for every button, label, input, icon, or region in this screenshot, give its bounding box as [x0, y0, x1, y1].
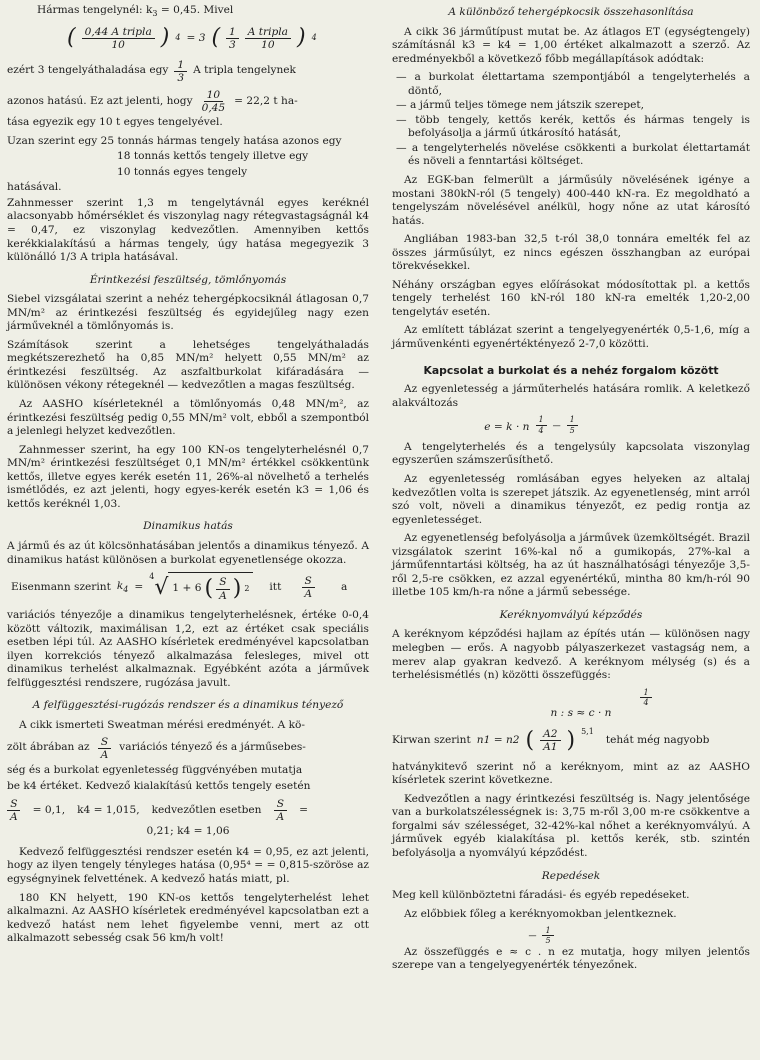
- fraction: [226, 26, 239, 51]
- denominator: A: [100, 748, 109, 761]
- numerator: A2: [540, 728, 560, 741]
- text-span: ezért 3 tengelyáthaladása egy: [7, 64, 169, 77]
- denominator: 5: [569, 425, 575, 435]
- paragraph: Az összefüggés e ≈ c . n ez mutatja, hogy milyen jelentős szerepe van a tengelyegyenérték tényezőnek.: [392, 945, 750, 972]
- paragraph: Angliában 1983-ban 32,5 t-ról 38,0 tonnára emelték fel az összes járműsúlyt, ez nincs egészen összhangban az európai törekvésekkel.: [392, 233, 750, 273]
- paragraph: Számítások szerint a lehetséges tengelyáthaladás megkétszerezhető ha 0,85 MN/m² helyett 0,55 MN/m² az érintkezési feszültség. Az aszfaltburkolat kifáradására — különösen vékony rétegeknél — kedvezőtlen a magas feszültség.: [7, 338, 369, 392]
- k-symbol: [117, 580, 129, 595]
- text-span: variációs tényező és a járműsebes-: [119, 741, 306, 754]
- left-column: [7, 4, 369, 951]
- subscript: 4: [123, 585, 129, 595]
- text-span: a: [340, 580, 348, 593]
- numerator: S: [216, 576, 229, 589]
- numerator: A tripla: [245, 26, 291, 39]
- formula-crack: [332, 926, 750, 945]
- paragraph: Zahnmesser szerint 1,3 m tengelytávnál egyes keréknél alacsonyabb hőmérséklet és viszonylag nagy rétegvastagságnál k4 = 0,47, ez viszonylag kedvezőtlen. Amennyiben kettős kerékkialakítású a hármas tengely, úgy hatása megegyezik 3 különálló 1/3 A tripla hatásával.: [7, 196, 369, 264]
- paragraph: A tengelyterhelés és a tengelysúly kapcsolata viszonylag egyszerűen számszerűsíthető.: [392, 440, 750, 467]
- exponent: 4: [311, 33, 317, 43]
- paren-open: (: [204, 576, 214, 602]
- paragraph: Az egyenletesség a járműterhelés hatására romlik. A keletkező alakváltozás: [392, 383, 750, 409]
- paragraph: A keréknyom képződési hajlam az építés után — különösen nagy melegben — erős. A nagyobb pályaszerkezet vastagság nem, a merev alap gyakran kedvező. A keréknyom mélység (s) és a terhelésismétlés (n) közötti összefüggés:: [392, 628, 750, 682]
- list-item: — a burkolat élettartama szempontjából a tengelyterhelés a döntő,: [392, 71, 750, 98]
- equals: = 3: [186, 31, 206, 44]
- paragraph: Az EGK-ban felmerült a járműsúly növelésének igénye a mostani 380kN-ról (5 tengely) 400-440 kN-ra. Ez megoldható a tengelyszám növelésével anélkül, hogy nőne az utat károsító hatás.: [392, 174, 750, 227]
- formula-deformation: [312, 415, 750, 434]
- paragraph: A cikk ismerteti Sweatman mérési eredményét. A kö-: [19, 719, 306, 732]
- text-span: A tripla tengelynek: [193, 64, 296, 77]
- text-span: = 0,1,: [32, 803, 66, 816]
- fraction: [540, 728, 560, 753]
- numerator: 1: [174, 59, 187, 72]
- denominator: A: [304, 588, 312, 601]
- paren-open: (: [67, 25, 76, 51]
- fraction: [536, 415, 547, 434]
- fraction: [7, 798, 21, 823]
- fraction: [542, 926, 553, 945]
- denominator: 0,45: [201, 102, 226, 115]
- denominator: 4: [538, 425, 544, 435]
- numerator: 10: [204, 89, 223, 102]
- paragraph: Kedvező felfüggesztési rendszer esetén k4 = 0,95, ez azt jelenti, hogy az ilyen tengely tényleges hatása (0,95⁴ = = 0,815-szöröse az egységnyinek felvettének. A kedvező hatás miatt, pl.: [7, 845, 369, 885]
- numerator: 1: [567, 415, 578, 425]
- paren-close: ): [160, 25, 170, 51]
- text-span: = 22,2 t ha-: [234, 94, 298, 107]
- denominator: A: [10, 811, 18, 824]
- paragraph: be k4 értéket. Kedvező kialakítású kettős tengely esetén: [7, 780, 311, 793]
- text-span: zölt ábrában az: [7, 741, 90, 754]
- root-expression: [149, 572, 253, 603]
- formula-line: 0,21; k4 = 1,06: [146, 825, 230, 838]
- text-span: e = k · n: [484, 421, 530, 434]
- numerator: S: [274, 798, 287, 811]
- fraction: [98, 736, 112, 761]
- paren-open: (: [525, 727, 535, 753]
- denominator: A: [219, 589, 227, 602]
- list-item: — több tengely, kettős kerék, kettős és hármas tengely is befolyásolja a jármű útkárosító hatását,: [392, 114, 750, 141]
- denominator: 4: [643, 697, 649, 707]
- denominator: 10: [111, 38, 125, 51]
- list-item: — a jármű teljes tömege nem játszik szerepet,: [392, 99, 750, 113]
- fraction: [174, 59, 187, 84]
- text-span: 1 + 6: [172, 582, 202, 595]
- numerator: S: [7, 798, 20, 811]
- equals: =: [134, 580, 144, 593]
- exponent: 2: [244, 584, 250, 593]
- formula-rut-depth: [392, 688, 750, 721]
- paragraph: [7, 736, 369, 761]
- paragraph: Az előbbiek főleg a keréknyomokban jelentkeznek.: [404, 907, 677, 920]
- numerator: S: [98, 736, 111, 749]
- fraction: [640, 688, 651, 707]
- findings-list: [392, 71, 750, 169]
- denominator: A: [276, 811, 285, 824]
- numerator: 1: [536, 415, 547, 425]
- text-span: n1 = n2: [476, 733, 520, 746]
- paragraph: ség és a burkolat egyenletesség függvényében mutatja: [7, 763, 303, 776]
- text-span: =: [299, 803, 309, 816]
- paren-close: ): [232, 576, 242, 602]
- fraction: [567, 415, 578, 434]
- text-span: k4 = 1,015,: [77, 803, 140, 816]
- fraction: [301, 575, 315, 600]
- text-span: itt: [269, 580, 282, 593]
- paragraph: A cikk 36 járműtípust mutat be. Az átlagos ET (egységtengely) számításnál k3 = k4 = 1,00 értéket alkalmazott a szerző. Az eredményekből a következő főbb megállapítások adódtak:: [392, 25, 750, 65]
- radicand: [168, 572, 253, 603]
- root-index: 4: [149, 572, 155, 582]
- fraction: [199, 89, 229, 114]
- intro-line: [7, 4, 369, 19]
- section-heading: A felfüggesztési-rugózás rendszer és a dinamikus tényező: [32, 699, 344, 712]
- numerator: 0,44 A tripla: [82, 26, 155, 39]
- paragraph: [7, 59, 369, 84]
- text-span: Hármas tengelynél: k: [37, 4, 153, 16]
- exponent: 5,1: [581, 726, 594, 736]
- comparison-line: 18 tonnás kettős tengely illetve egy: [117, 150, 309, 163]
- paragraph: Néhány országban egyes előírásokat módosítottak pl. a kettős tengely terhelést 160 kN-ról 180 kN-ra emelték 1,20-2,00 tengelytáv esetén.: [392, 278, 750, 318]
- text-span: Kirwan szerint: [392, 733, 471, 746]
- paragraph: Siebel vizsgálatai szerint a nehéz tehergépkocsiknál átlagosan 0,7 MN/m² az érintkezési feszültség és egyidejűleg nagy ezen járműveknél a tömlőnyomás is.: [7, 293, 369, 333]
- numerator: 1: [542, 926, 553, 936]
- radical-sign: √: [154, 574, 169, 600]
- paren-close: ): [297, 25, 306, 51]
- paragraph: tása egyezik egy 10 t egyes tengelyével.: [7, 116, 223, 129]
- denominator: 10: [261, 38, 275, 51]
- paragraph: Uzan szerint egy 25 tonnás hármas tengely hatása azonos egy: [7, 134, 342, 147]
- paragraph: Az egyenetlenség befolyásolja a járművek üzemköltségét. Brazil vizsgálatok szerint 16%-kal nő a gumikopás, 27%-kal a járműfenntartási költség, ha az út használhatósági tényezője 3,5-ről 2,5-re csökken, ez azzal egyenértékű, mintha 80 km/h-ról 90 illetbe 105 km/h-ra nőne a jármű sebessége.: [392, 532, 750, 599]
- paren-close: ): [566, 727, 576, 753]
- formula-triple-axle: [7, 24, 369, 52]
- text-span: —: [552, 421, 561, 431]
- denominator: A1: [543, 741, 558, 754]
- text-span: = 0,45. Mivel: [157, 4, 234, 16]
- denominator: 3: [229, 38, 236, 51]
- paragraph: Az egyenletesség romlásában egyes helyeken az altalaj kedvezőtlen volta is szerepet játszik. Az egyenetlenség, mint arról szó volt, növeli a dinamikus tényezőt, ez pedig rontja az egyenletességet.: [392, 472, 750, 526]
- section-heading: Dinamikus hatás: [143, 520, 233, 533]
- formula-eisenmann: [7, 572, 369, 603]
- paragraph: variációs tényezője a dinamikus tengelyterhelésnek, értéke 0-0,4 között változik, maximálisan 1,2, ezt az értéket csak speciális esetben lépi túl. Az AASHO kísérletek eredményével kapcsolatban ilyen korrekciós tényező alkalmazása felesleges, mivel ott dinamikus terhelést alkalmaznak. Egyébként azóta a járművek felfüggesztési rendszere, rugózása javult.: [7, 609, 369, 689]
- fraction: [245, 26, 291, 51]
- section-heading: Érintkezési feszültség, tömlőnyomás: [89, 273, 287, 286]
- section-heading: A különböző tehergépkocsik összehasonlítása: [448, 6, 694, 18]
- exponent: 4: [175, 33, 181, 43]
- paragraph: hatásával.: [7, 181, 62, 194]
- formula-sweatman: [7, 798, 369, 823]
- numerator: 1: [640, 688, 651, 698]
- text-span: tehát még nagyobb: [605, 733, 710, 746]
- paragraph: [7, 89, 369, 114]
- comparison-line: 10 tonnás egyes tengely: [117, 165, 248, 178]
- section-heading: Kapcsolat a burkolat és a nehéz forgalom között: [423, 363, 719, 377]
- text-span: kedvezőtlen esetben: [151, 803, 262, 816]
- text-span: Eisenmann szerint: [11, 580, 111, 593]
- paragraph: 180 KN helyett, 190 KN-os kettős tengelyterhelést lehet alkalmazni. Az AASHO kísérletek eredményével kapcsolatban ezt a kedvező hatást nem lehet figyelembe venni, mert az ott alkalmazott sebesség csak 56 km/h volt!: [7, 891, 369, 945]
- formula-kirwan: [392, 727, 750, 755]
- paragraph: Az említett táblázat szerint a tengelyegyenérték 0,5-1,6, míg a járművenkénti egyenértéktényező 2-7,0 közötti.: [392, 324, 750, 351]
- numerator: S: [302, 575, 315, 588]
- text-span: azonos hatású. Ez azt jelenti, hogy: [7, 94, 193, 107]
- fraction: [82, 26, 155, 51]
- text-span: —: [528, 930, 537, 940]
- text-span: k: [116, 579, 124, 592]
- subscript: 3: [152, 9, 158, 19]
- fraction: [274, 798, 288, 823]
- denominator: 5: [545, 936, 551, 946]
- paragraph: Az AASHO kísérleteknél a tömlőnyomás 0,48 MN/m², az érintkezési feszültség pedig 0,55 MN/m² volt, ebből a szempontból a jelenlegi helyzet kedvezőtlen.: [7, 398, 369, 438]
- numerator: 1: [226, 26, 239, 39]
- paragraph: A jármű és az út kölcsönhatásában jelentős a dinamikus tényező. A dinamikus hatást különösen a burkolat egyenetlensége okozza.: [7, 539, 369, 566]
- section-heading: Repedések: [541, 869, 601, 882]
- paragraph: Zahnmesser szerint, ha egy 100 KN-os tengelyterhelésnél 0,7 MN/m² érintkezési feszültséget 0,1 MN/m² értékkel csökkentünk kettős, illetve egyes kerék esetén 11, 26%-al növelhető a terhelés ismétlődés, ez azt jelenti, hogy egyes-kerék esetén k3 = 1,06 és kettős keréknél 1,03.: [7, 443, 369, 510]
- paragraph: Kedvezőtlen a nagy érintkezési feszültség is. Nagy jelentősége van a burkolatszélességnek is: 3,75 m-ről 3,00 m-re csökkentve a forgalmi sáv szélességet, 32-42%-kal nőhet a keréknyomvályú. A járművek egyéb kialakítása pl. kettős kerék, stb. szintén befolyásolja a nyomvályú képződést.: [392, 792, 750, 859]
- paragraph: Meg kell különböztetni fáradási- és egyéb repedéseket.: [392, 889, 690, 902]
- fraction: [216, 576, 230, 601]
- denominator: 3: [177, 71, 185, 84]
- paragraph: hatványkitevő szerint nő a keréknyom, mint az az AASHO kísérletek szerint következne.: [392, 760, 750, 787]
- list-item: — a tengelyterhelés növelése csökkenti a burkolat élettartamát és növeli a fenntartási költséget.: [392, 142, 750, 169]
- paren-open: (: [211, 25, 221, 51]
- right-column: [392, 4, 750, 978]
- text-span: n : s ≈ c · n: [550, 706, 612, 719]
- section-heading: Keréknyomvályú képződés: [499, 608, 643, 621]
